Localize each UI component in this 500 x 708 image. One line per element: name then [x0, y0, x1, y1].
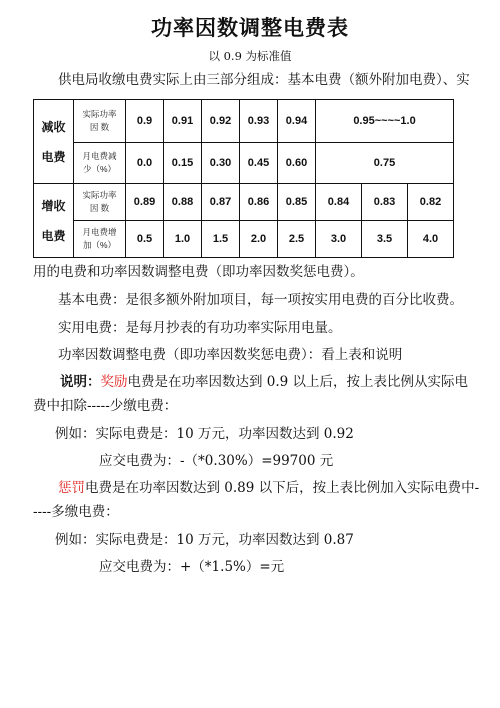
- example-1-line-1: 例如：实际电费是：10 万元，功率因数达到 0.92: [55, 426, 354, 442]
- reduce-pct-label: 月电费减 少（%）: [74, 143, 126, 184]
- table-cell: 0.15: [164, 143, 202, 184]
- table-cell: 2.5: [278, 221, 316, 258]
- page-subtitle: 以 0.9 为标准值: [208, 49, 292, 63]
- table-cell: 0.92: [202, 100, 240, 143]
- table-cell: 0.9: [126, 100, 164, 143]
- table-cell: 4.0: [408, 221, 454, 258]
- table-cell: 0.82: [408, 184, 454, 221]
- table-cell: 0.94: [278, 100, 316, 143]
- penalty-word: 惩罚: [58, 480, 85, 496]
- penalty-text-cont: ----多缴电费：: [33, 504, 119, 520]
- table-cell: 0.0: [126, 143, 164, 184]
- increase-pct-label: 月电费增 加（%）: [74, 221, 126, 258]
- penalty-text: 电费是在功率因数达到 0.89 以下后，按上表比例加入实际电费中-: [85, 480, 480, 496]
- reward-word: 奖励: [100, 374, 128, 390]
- table-cell: 0.89: [126, 184, 164, 221]
- table-cell: 0.86: [240, 184, 278, 221]
- table-cell: 0.93: [240, 100, 278, 143]
- table-cell: 2.0: [240, 221, 278, 258]
- table-cell: 0.75: [316, 143, 454, 184]
- actual-fee-definition: 实用电费：是每月抄表的有功功率实际用电量。: [58, 320, 342, 336]
- table-cell: 0.95~~~~1.0: [316, 100, 454, 143]
- pf-label: 实际功率 因 数: [74, 184, 126, 221]
- reward-note: [60, 372, 468, 392]
- increase-pf-row: [34, 184, 454, 221]
- table-cell: 0.84: [316, 184, 362, 221]
- example-2-line-1: 例如：实际电费是：10 万元，功率因数达到 0.87: [55, 532, 354, 548]
- example-1-line-2: 应交电费为：-（*0.30%）=99700 元: [99, 453, 334, 469]
- reduce-group-label: 减收 电费: [34, 100, 74, 184]
- reward-text-cont: 费中扣除-----少缴电费：: [33, 398, 178, 414]
- example-2-line-2: 应交电费为：+（*1.5%）=元: [99, 559, 285, 575]
- pf-label: 实际功率 因 数: [74, 100, 126, 143]
- reduce-pct-row: [34, 143, 454, 184]
- table-cell: 0.5: [126, 221, 164, 258]
- table-cell: 0.88: [164, 184, 202, 221]
- table-cell: 1.0: [164, 221, 202, 258]
- table-cell: 0.83: [362, 184, 408, 221]
- note-label: 说明：: [60, 374, 101, 390]
- page-title: 功率因数调整电费表: [151, 15, 349, 40]
- penalty-note: [58, 478, 479, 498]
- table-cell: 0.85: [278, 184, 316, 221]
- intro-paragraph: 供电局收缴电费实际上由三部分组成：基本电费（额外附加电费）、实: [58, 72, 470, 88]
- table-cell: 0.87: [202, 184, 240, 221]
- table-cell: 0.91: [164, 100, 202, 143]
- reward-text: 电费是在功率因数达到 0.9 以上后，按上表比例从实际电: [127, 374, 469, 390]
- table-cell: 0.60: [278, 143, 316, 184]
- adjust-fee-definition: 功率因数调整电费（即功率因数奖惩电费）：看上表和说明: [58, 347, 403, 363]
- reduce-pf-row: [34, 100, 454, 143]
- table-cell: 3.5: [362, 221, 408, 258]
- basic-fee-definition: 基本电费：是很多额外附加项目，每一项按实用电费的百分比收费。: [58, 292, 463, 308]
- table-cell: 3.0: [316, 221, 362, 258]
- table-cell: 1.5: [202, 221, 240, 258]
- intro-continuation: 用的电费和功率因数调整电费（即功率因数奖惩电费）。: [33, 264, 364, 280]
- table-cell: 0.45: [240, 143, 278, 184]
- increase-pct-row: [34, 221, 454, 258]
- table-cell: 0.30: [202, 143, 240, 184]
- increase-group-label: 增收 电费: [34, 184, 74, 258]
- power-factor-table: [33, 99, 454, 258]
